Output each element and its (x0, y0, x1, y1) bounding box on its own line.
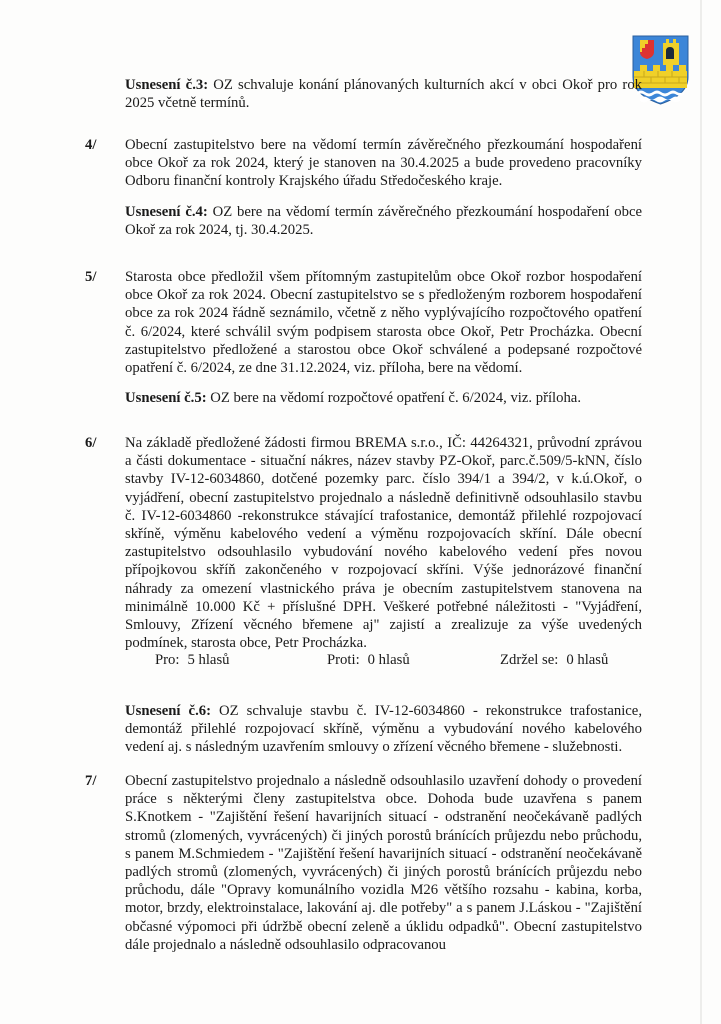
resolution-5-label: Usnesení č.5: (125, 390, 207, 407)
resolution-3-text: OZ schvaluje konání plánovaných kulturních akcí v obci Okoř pro rok 2025 včetně termínů. (125, 76, 643, 111)
vote-against-value: 0 hlasů (367, 652, 410, 668)
resolution-3-paragraph (125, 76, 642, 112)
vote-for (155, 651, 327, 669)
agenda-item-4-paragraph: Obecní zastupitelstvo bere na vědomí termín závěrečného přezkoumání hospodaření obce Okoř za rok 2024, který je stanoven na 30.4.2025 a bude provedeno pracovníky Odboru finanční kontroly Krajského úřadu Středočeského kraje. (125, 137, 642, 190)
resolution-3-label: Usnesení č.3: (125, 76, 209, 93)
agenda-item-5-number: 5/ (85, 269, 97, 285)
agenda-item-5 (85, 268, 642, 407)
scan-artifact-line (700, 0, 702, 1024)
resolution-5-text: OZ bere na vědomí rozpočtové opatření č. 6/2024, viz. příloha. (210, 390, 582, 407)
vote-abstain-label: Zdržel se: (500, 652, 559, 668)
resolution-6-paragraph (125, 702, 642, 757)
vote-abstain-value: 0 hlasů (566, 652, 609, 668)
vote-against-label: Proti: (327, 652, 360, 668)
agenda-item-7-paragraph: Obecní zastupitelstvo projednalo a následně odsouhlasilo uzavření dohody o provedení práce s některými členy zastupitelstva obce. Dohoda bude uzavřena s panem S.Knotkem - "Zajištění řešení havarijních situací - odstranění neočekávaně padlých stromů (zlomených, vyvrácených) či jiných porostů bránících průjezdu nebo průchodu, s panem M.Schmiedem - "Zajištění řešení havarijních situací - odstranění neočekávaně padlých stromů (zlomených, vyvrácených) či jiných porostů bránících průjezdu nebo průchodu, dále "Opravy komunálního vozidla M26 většího rozsahu - kabina, korba, motor, brzdy, elektroinstalace, lakování aj. dle potřeby" a s panem J.Láskou - "Zajištění občasné výpomoci při údržbě obecní zeleně a úklidu odpadků". Obecní zastupitelstvo dále projednalo a následně odsouhlasilo odpracovanou (125, 773, 642, 953)
resolution-4-label: Usnesení č.4: (125, 203, 208, 220)
resolution-6-label: Usnesení č.6: (125, 702, 211, 719)
agenda-item-4 (85, 136, 642, 239)
resolution-6-text: OZ schvaluje stavbu č. IV-12-6034860 - rekonstrukce trafostanice, demontáž přilehlé rozpojovací skříně, výměnu a vybudování nového kabelového vedení aj. s následným uzavřením smlouvy o zřízení věcného břemene - služebnosti. (125, 702, 642, 756)
vote-for-label: Pro: (155, 652, 180, 668)
resolution-5-paragraph (125, 389, 642, 407)
vote-tally-row (155, 651, 675, 669)
agenda-item-7-number: 7/ (85, 773, 97, 789)
resolution-4-text: OZ bere na vědomí termín závěrečného přezkoumání hospodaření obce Okoř za rok 2024, tj. 30.4.2025. (125, 203, 642, 238)
vote-for-value: 5 hlasů (187, 652, 230, 668)
agenda-item-6-paragraph: Na základě předložené žádosti firmou BREMA s.r.o., IČ: 44264321, průvodní zprávou a části dokumentace - situační nákres, název stavby PZ-Okoř, parc.č.509/5-kNN, číslo stavby IV-12-6034860, dotčené pozemky parc. číslo 394/1 a 394/2, v k.ú.Okoř, o vyjádření, obecní zastupitelstvo projednalo a následně definitivně odsouhlasilo stavbu č. IV-12-6034860 -rekonstrukce stávající trafostanice, demontáž přilehlé rozpojovací skříně, výměnu kabelového vedení a výměnu rozpojovacích skříní. Dále obecní zastupitelstvo odsouhlasilo vybudování nového kabelového vedení přes novou přípojkovou skříň zakončeného v rozpojovací skříni. Výše jednorázové finanční náhrady za omezení vlastnického práva je obecním zastupitelstvem stanovena na minimálně 10.000 Kč + příslušné DPH. Veškeré potřebné náležitosti - "Vyjádření, Smlouvy, Zřízení věcného břemene aj" zajistí a zrealizuje za výše uvedených podmínek, starosta obce, Petr Procházka. (125, 435, 642, 652)
agenda-item-5-paragraph: Starosta obce předložil všem přítomným zastupitelům obce Okoř rozbor hospodaření obce Okoř za rok 2024. Obecní zastupitelstvo se s předloženým rozborem hospodaření obce za rok 2024 řádně seznámilo, včetně z něho vyplývajícího rozpočtového opatření č. 6/2024, které schválil svým podpisem starosta obce Okoř, Petr Procházka. Obecní zastupitelstvo předložené a starostou obce Okoř schválené a podepsané rozpočtové opatření č. 6/2024, ze dne 31.12.2024, viz. příloha, bere na vědomí. (125, 269, 642, 377)
resolution-4-paragraph (125, 203, 642, 239)
agenda-item-7 (85, 772, 642, 954)
agenda-item-6 (85, 434, 642, 652)
vote-abstain (500, 651, 675, 669)
agenda-item-4-number: 4/ (85, 137, 97, 153)
agenda-item-6-number: 6/ (85, 435, 97, 451)
vote-against (327, 651, 500, 669)
